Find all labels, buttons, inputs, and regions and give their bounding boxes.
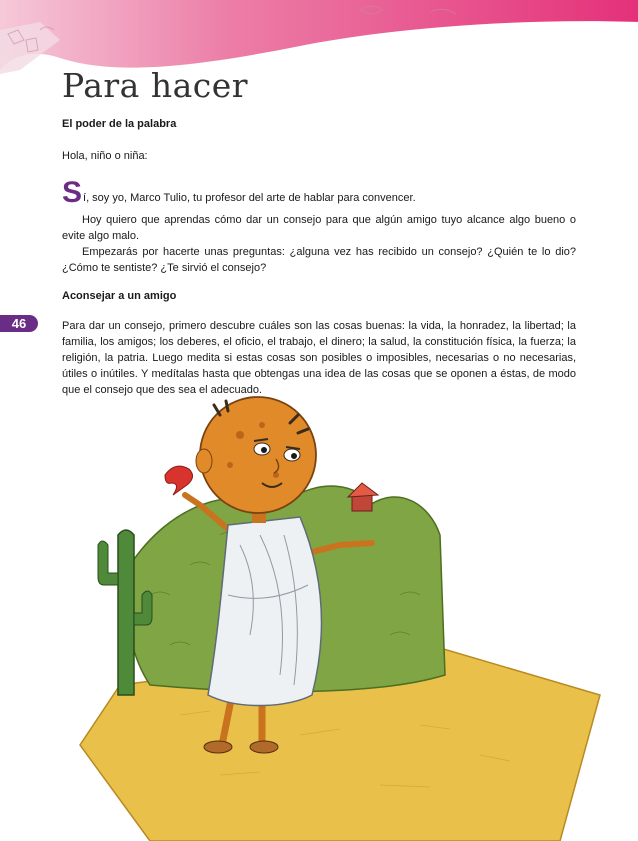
- intro-line: [62, 176, 576, 209]
- greeting: Hola, niño o niña:: [62, 150, 148, 162]
- paragraph-3: Para dar un consejo, primero descubre cuáles son las cosas buenas: la vida, la honradez, la libertad; la familia, los amigos; los deberes, el oficio, el trabajo, el dinero; la salud, la constitución física, la fuerza; la religión, la patria. Luego medita si estas cosas son posibles o imposibles, necesarias o no necesarias, útiles o inútiles. Y medítalas hasta que obtengas una idea de las cosas que se oponen a éstas, de modo que el consejo que des sea el adecuado.: [62, 320, 576, 396]
- section-heading: Aconsejar a un amigo: [62, 290, 177, 302]
- page-number-badge: 46: [0, 315, 38, 332]
- marco-tulio-illustration: [0, 395, 638, 841]
- page-title: Para hacer: [62, 66, 249, 105]
- intro-text: í, soy yo, Marco Tulio, tu profesor del arte de hablar para convencer.: [83, 192, 416, 204]
- paragraph-2: Empezarás por hacerte unas preguntas: ¿alguna vez has recibido un consejo? ¿Quién te lo dio? ¿Cómo te sentiste? ¿Te sirvió el consejo?: [62, 246, 576, 274]
- paragraph-1: Hoy quiero que aprendas cómo dar un consejo para que algún amigo tuyo alcance algo bueno o evite algo malo.: [62, 214, 576, 242]
- speech-swirl-icon: [165, 466, 193, 495]
- drop-cap: S: [62, 176, 83, 209]
- character-head: [196, 397, 316, 513]
- subtitle: El poder de la palabra: [62, 118, 177, 130]
- page-content: [62, 116, 576, 398]
